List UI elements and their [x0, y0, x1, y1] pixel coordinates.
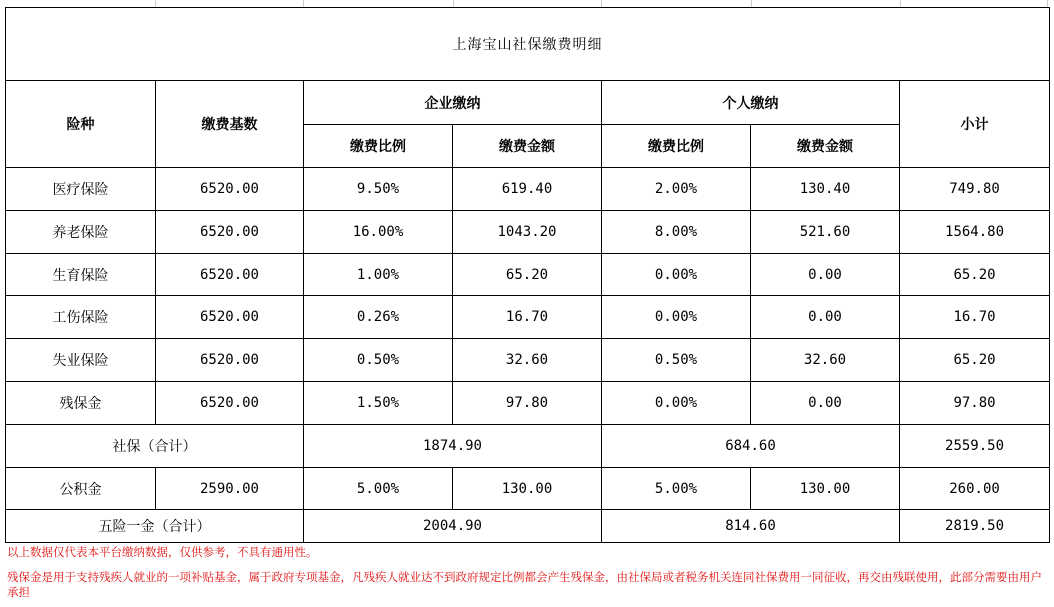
row-personal-amount: 130.40	[751, 168, 900, 211]
social-total-label: 社保（合计）	[6, 425, 304, 468]
header-enterprise-rate: 缴费比例	[304, 125, 453, 168]
row-type: 工伤保险	[6, 296, 156, 339]
social-total-enterprise: 1874.90	[304, 425, 602, 468]
row-base: 6520.00	[156, 296, 304, 339]
row-personal-rate: 0.00%	[602, 254, 751, 296]
row-subtotal: 16.70	[900, 296, 1050, 339]
row-personal-rate: 5.00%	[602, 468, 751, 510]
row-personal-amount: 32.60	[751, 339, 900, 382]
header-type: 险种	[6, 81, 156, 168]
row-subtotal: 65.20	[900, 339, 1050, 382]
row-enterprise-rate: 0.50%	[304, 339, 453, 382]
grand-total-label: 五险一金（合计）	[6, 510, 304, 543]
header-subtotal: 小计	[900, 81, 1050, 168]
social-total-personal: 684.60	[602, 425, 900, 468]
row-base: 6520.00	[156, 254, 304, 296]
page-title: 上海宝山社保缴费明细	[6, 8, 1050, 81]
header-base: 缴费基数	[156, 81, 304, 168]
row-type: 生育保险	[6, 254, 156, 296]
row-type: 公积金	[6, 468, 156, 510]
table-row	[6, 382, 1050, 425]
row-base: 6520.00	[156, 382, 304, 425]
row-personal-rate: 8.00%	[602, 211, 751, 254]
row-type: 失业保险	[6, 339, 156, 382]
row-type: 医疗保险	[6, 168, 156, 211]
table-row	[6, 211, 1050, 254]
row-base: 6520.00	[156, 168, 304, 211]
row-enterprise-amount: 97.80	[453, 382, 602, 425]
row-base: 6520.00	[156, 211, 304, 254]
row-subtotal: 65.20	[900, 254, 1050, 296]
table-row	[6, 296, 1050, 339]
grand-total-personal: 814.60	[602, 510, 900, 543]
row-enterprise-rate: 1.00%	[304, 254, 453, 296]
social-total-subtotal: 2559.50	[900, 425, 1050, 468]
row-personal-rate: 0.50%	[602, 339, 751, 382]
header-enterprise: 企业缴纳	[304, 81, 602, 125]
row-personal-rate: 0.00%	[602, 296, 751, 339]
row-enterprise-rate: 5.00%	[304, 468, 453, 510]
row-personal-amount: 0.00	[751, 382, 900, 425]
row-enterprise-amount: 16.70	[453, 296, 602, 339]
grand-total-subtotal: 2819.50	[900, 510, 1050, 543]
row-personal-rate: 0.00%	[602, 382, 751, 425]
social-total-row	[6, 425, 1050, 468]
row-enterprise-amount: 32.60	[453, 339, 602, 382]
row-personal-amount: 0.00	[751, 254, 900, 296]
header-enterprise-amount: 缴费金额	[453, 125, 602, 168]
row-personal-rate: 2.00%	[602, 168, 751, 211]
row-type: 养老保险	[6, 211, 156, 254]
row-subtotal: 97.80	[900, 382, 1050, 425]
row-enterprise-amount: 130.00	[453, 468, 602, 510]
row-base: 2590.00	[156, 468, 304, 510]
table-row	[6, 168, 1050, 211]
header-personal-rate: 缴费比例	[602, 125, 751, 168]
row-subtotal: 749.80	[900, 168, 1050, 211]
disclaimer-note: 以上数据仅代表本平台缴纳数据，仅供参考，不具有通用性。	[7, 545, 318, 559]
row-personal-amount: 521.60	[751, 211, 900, 254]
top-edge-ticks	[0, 0, 1054, 7]
table-row	[6, 339, 1050, 382]
row-enterprise-amount: 65.20	[453, 254, 602, 296]
row-enterprise-amount: 1043.20	[453, 211, 602, 254]
row-enterprise-amount: 619.40	[453, 168, 602, 211]
table-row	[6, 254, 1050, 296]
row-type: 残保金	[6, 382, 156, 425]
row-enterprise-rate: 1.50%	[304, 382, 453, 425]
row-enterprise-rate: 0.26%	[304, 296, 453, 339]
disability-fund-note: 残保金是用于支持残疾人就业的一项补贴基金，属于政府专项基金，凡残疾人就业达不到政府规定比例都会产生残保金，由社保局或者税务机关连同社保费用一同征收，再交由残联使用，此部分需要由用户承担	[7, 570, 1042, 599]
housing-fund-row	[6, 468, 1050, 510]
footnotes	[7, 545, 1047, 600]
social-insurance-table	[5, 7, 1050, 543]
row-personal-amount: 0.00	[751, 296, 900, 339]
row-subtotal: 1564.80	[900, 211, 1050, 254]
row-subtotal: 260.00	[900, 468, 1050, 510]
row-base: 6520.00	[156, 339, 304, 382]
header-personal: 个人缴纳	[602, 81, 900, 125]
row-personal-amount: 130.00	[751, 468, 900, 510]
row-enterprise-rate: 9.50%	[304, 168, 453, 211]
row-enterprise-rate: 16.00%	[304, 211, 453, 254]
grand-total-row	[6, 510, 1050, 543]
header-personal-amount: 缴费金额	[751, 125, 900, 168]
grand-total-enterprise: 2004.90	[304, 510, 602, 543]
